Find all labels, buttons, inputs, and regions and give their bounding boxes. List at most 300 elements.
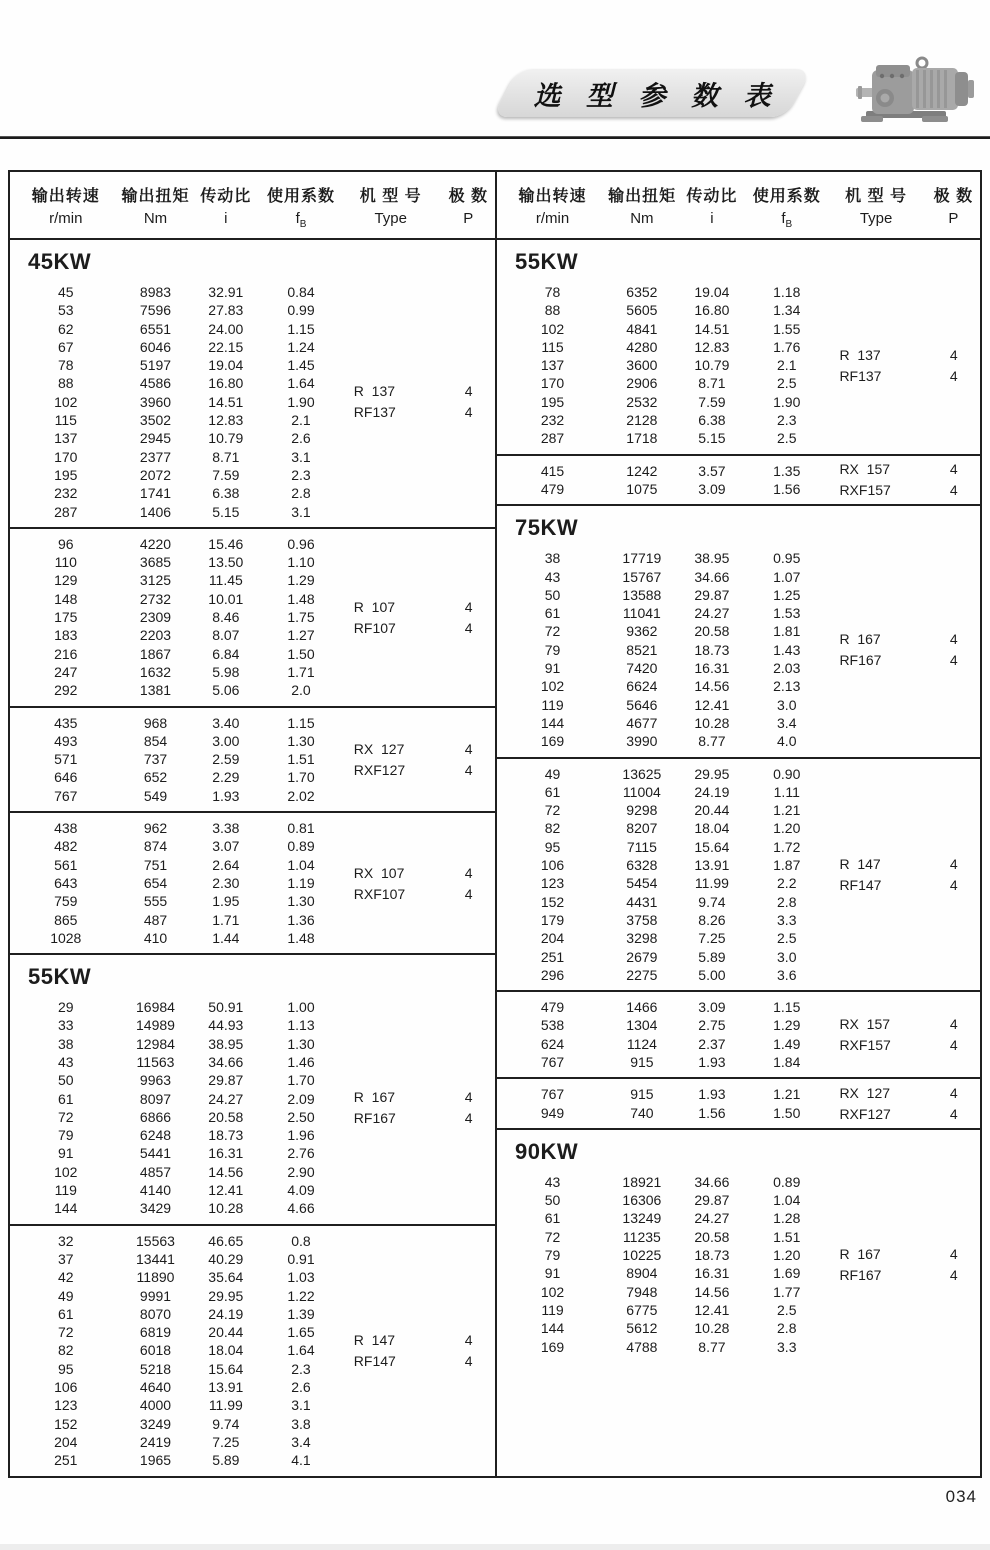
cell-value: 119 — [541, 1301, 564, 1318]
type-line — [340, 598, 495, 616]
cell-value: 7.25 — [212, 1433, 240, 1450]
cell-value: 38 — [57, 1035, 74, 1052]
header-cn-row — [10, 183, 495, 206]
cell-value: 29 — [57, 999, 74, 1016]
cell-value: 12.41 — [694, 1301, 730, 1318]
data-block — [10, 811, 495, 953]
cell-value: 61 — [544, 1210, 561, 1227]
type-value: R 147 — [353, 1332, 396, 1349]
type-value: RXF107 — [353, 885, 406, 902]
cell-value: 179 — [540, 911, 565, 928]
cell-value: 0.95 — [773, 550, 801, 567]
cell-value: 1.93 — [212, 787, 240, 804]
cell-value: 119 — [54, 1182, 77, 1199]
cell-value: 1.04 — [773, 1192, 801, 1209]
cell-value: 2275 — [626, 966, 658, 983]
cell-value: 3.57 — [698, 462, 726, 479]
type-line — [825, 1036, 980, 1054]
cell-value: 0.89 — [287, 838, 315, 855]
cell-value: 3.1 — [291, 448, 311, 465]
cell-value: 45 — [57, 284, 74, 300]
cell-value: 204 — [54, 1433, 78, 1450]
cell-value: 1.53 — [773, 605, 801, 622]
cell-value: 2.8 — [777, 1320, 797, 1337]
type-pole-group — [825, 543, 980, 756]
header-unit: i — [224, 210, 228, 227]
type-line — [340, 740, 495, 758]
pole-value: 4 — [464, 598, 473, 615]
cell-value: 6.38 — [698, 412, 726, 429]
type-line — [340, 403, 495, 421]
type-line — [340, 864, 495, 882]
pole-value: 4 — [464, 1089, 473, 1106]
cell-value: 1.04 — [287, 856, 315, 873]
data-block — [10, 277, 495, 527]
cell-value: 1867 — [139, 645, 172, 662]
cell-value: 1.48 — [287, 590, 315, 607]
cell-value: 3.09 — [698, 999, 726, 1016]
cell-value: 11041 — [622, 605, 661, 622]
header-label: 使用系数 — [266, 188, 335, 205]
pole-value: 4 — [464, 1110, 473, 1127]
cell-value: 144 — [54, 1200, 78, 1217]
cell-value: 1.70 — [287, 1072, 315, 1089]
type-line — [825, 1245, 980, 1263]
pole-value: 4 — [949, 631, 958, 648]
pole-value: 4 — [949, 461, 958, 478]
data-block — [497, 277, 980, 454]
cell-value: 6866 — [139, 1108, 172, 1125]
cell-value: 2.37 — [698, 1035, 726, 1052]
cell-value: 1.71 — [212, 911, 240, 928]
cell-value: 3.1 — [291, 503, 311, 520]
cell-value: 1.15 — [287, 320, 315, 337]
page-banner — [505, 69, 799, 117]
cell-value: 0.96 — [287, 535, 315, 552]
cell-value: 1.96 — [287, 1127, 315, 1144]
cell-value: 1.43 — [773, 641, 801, 658]
cell-value: 2.75 — [698, 1017, 726, 1034]
cell-value: 4640 — [139, 1379, 172, 1396]
cell-value: 5441 — [139, 1145, 172, 1162]
type-value: R 167 — [839, 1245, 881, 1262]
type-line — [340, 885, 495, 903]
header-label: 极 数 — [448, 188, 489, 205]
cell-value: 1406 — [139, 503, 172, 520]
header-unit-row — [10, 210, 495, 230]
cell-value: 3.1 — [291, 1397, 311, 1414]
cell-value: 20.44 — [694, 802, 730, 819]
cell-value: 1.07 — [773, 568, 801, 585]
cell-value: 296 — [540, 966, 565, 983]
cell-value: 11.99 — [694, 875, 729, 892]
cell-value: 16.80 — [208, 375, 244, 392]
cell-value: 1718 — [626, 430, 658, 447]
cell-value: 2.5 — [777, 430, 797, 447]
cell-value: 2203 — [139, 627, 172, 644]
header-unit: Type — [374, 210, 407, 227]
cell-value: 3.8 — [291, 1415, 311, 1432]
cell-value: 8.46 — [212, 609, 240, 626]
pole-value: 4 — [464, 1332, 473, 1349]
cell-value: 91 — [544, 660, 561, 677]
cell-value: 1.44 — [212, 929, 240, 946]
cell-value: 1.20 — [773, 1247, 801, 1264]
cell-value: 5.00 — [698, 966, 726, 983]
cell-value: 24.19 — [208, 1305, 244, 1322]
pole-value: 4 — [949, 482, 958, 499]
pole-value: 4 — [464, 761, 473, 778]
cell-value: 1.90 — [287, 393, 315, 410]
cell-value: 102 — [54, 393, 78, 410]
header-label: 传动比 — [686, 188, 738, 205]
cell-value: 53 — [57, 302, 74, 319]
cell-value: 5197 — [139, 357, 172, 374]
cell-value: 4677 — [626, 714, 658, 731]
cell-value: 737 — [143, 751, 168, 768]
pole-value: 4 — [949, 1016, 958, 1033]
pole-value: 4 — [949, 367, 958, 384]
cell-value: 33 — [57, 1017, 74, 1034]
cell-value: 549 — [143, 787, 168, 804]
type-value: R 167 — [353, 1089, 396, 1106]
cell-value: 72 — [57, 1108, 74, 1125]
cell-value: 4.66 — [287, 1200, 315, 1217]
type-value: RF137 — [839, 367, 882, 384]
cell-value: 751 — [143, 856, 168, 873]
cell-value: 1.15 — [287, 714, 315, 731]
cell-value: 1.11 — [773, 783, 800, 800]
type-pole-group — [340, 708, 495, 811]
cell-value: 1.51 — [287, 751, 315, 768]
cell-value: 8.77 — [698, 1338, 726, 1355]
cell-value: 78 — [544, 284, 561, 300]
cell-value: 204 — [540, 930, 565, 947]
page-number: 034 — [945, 1487, 977, 1506]
cell-value: 216 — [54, 645, 78, 662]
cell-value: 18.04 — [208, 1342, 244, 1359]
type-pole-group — [340, 529, 495, 706]
cell-value: 0.90 — [773, 765, 801, 782]
cell-value: 18.73 — [694, 641, 730, 658]
cell-value: 8.26 — [698, 911, 726, 928]
cell-value: 88 — [544, 302, 561, 319]
cell-value: 24.27 — [694, 605, 730, 622]
cell-value: 1.21 — [773, 802, 801, 819]
cell-value: 435 — [54, 714, 78, 731]
type-value: R 167 — [839, 631, 881, 648]
cell-value: 2.3 — [291, 466, 311, 483]
cell-value: 61 — [57, 1305, 74, 1322]
cell-value: 1.69 — [773, 1265, 801, 1282]
cell-value: 3.0 — [777, 696, 797, 713]
cell-value: 1741 — [139, 485, 172, 502]
cell-value: 12984 — [136, 1035, 175, 1052]
header-unit: P — [463, 210, 474, 227]
pole-value: 4 — [464, 404, 473, 421]
cell-value: 1.25 — [773, 586, 801, 603]
cell-value: 16.31 — [208, 1145, 244, 1162]
cell-value: 22.15 — [208, 338, 244, 355]
type-line — [340, 382, 495, 400]
cell-value: 2.09 — [287, 1090, 315, 1107]
cell-value: 1.51 — [773, 1228, 801, 1245]
cell-value: 1.21 — [773, 1086, 801, 1103]
cell-value: 61 — [544, 783, 561, 800]
cell-value: 152 — [54, 1415, 78, 1432]
type-line — [340, 1109, 495, 1127]
header-label: 输出转速 — [31, 188, 100, 205]
pole-value: 4 — [464, 740, 473, 757]
cell-value: 8070 — [139, 1305, 172, 1322]
cell-value: 7.25 — [698, 930, 726, 947]
cell-value: 1.03 — [287, 1269, 315, 1286]
cell-value: 2128 — [626, 412, 658, 429]
cell-value: 1.22 — [287, 1287, 315, 1304]
cell-value: 2.3 — [291, 1360, 311, 1377]
cell-value: 34.66 — [694, 1173, 730, 1190]
cell-value: 2.3 — [777, 412, 797, 429]
cell-value: 15563 — [136, 1232, 175, 1249]
pole-value: 4 — [949, 1245, 958, 1262]
data-block — [497, 990, 980, 1077]
cell-value: 1.19 — [287, 874, 315, 891]
cell-value: 137 — [540, 357, 565, 374]
cell-value: 175 — [54, 609, 78, 626]
header-label: 输出扭矩 — [121, 188, 190, 205]
header-label: 传动比 — [200, 188, 252, 205]
cell-value: 2.29 — [212, 769, 240, 786]
cell-value: 1124 — [626, 1035, 657, 1052]
cell-value: 3.3 — [777, 1338, 797, 1355]
data-block — [10, 1224, 495, 1476]
cell-value: 287 — [54, 503, 78, 520]
header-unit-row — [497, 210, 980, 230]
cell-value: 78 — [57, 357, 74, 374]
cell-value: 9298 — [626, 802, 658, 819]
data-block — [497, 454, 980, 505]
cell-value: 4220 — [139, 535, 172, 552]
cell-value: 0.89 — [773, 1173, 801, 1190]
cell-value: 5.15 — [698, 430, 726, 447]
type-pole-group — [825, 456, 980, 505]
cell-value: 2.02 — [287, 787, 315, 804]
cell-value: 2532 — [626, 393, 658, 410]
cell-value: 10.28 — [694, 1320, 730, 1337]
cell-value: 1.72 — [773, 838, 801, 855]
cell-value: 61 — [544, 605, 561, 622]
cell-value: 2377 — [139, 448, 172, 465]
cell-value: 1.49 — [773, 1035, 801, 1052]
cell-value: 8.71 — [212, 448, 240, 465]
cell-value: 102 — [540, 320, 565, 337]
cell-value: 2.8 — [777, 893, 797, 910]
data-block — [10, 527, 495, 706]
cell-value: 2906 — [626, 375, 658, 392]
cell-value: 110 — [54, 554, 77, 571]
cell-value: 479 — [540, 999, 565, 1016]
cell-value: 874 — [143, 838, 168, 855]
cell-value: 15.46 — [208, 535, 244, 552]
cell-value: 8983 — [139, 284, 172, 300]
page-title: 选 型 参 数 表 — [533, 80, 780, 111]
cell-value: 1.64 — [287, 375, 315, 392]
cell-value: 3429 — [139, 1200, 172, 1217]
type-line — [825, 367, 980, 385]
cell-value: 2.5 — [777, 930, 797, 947]
cell-value: 624 — [540, 1035, 565, 1052]
cell-value: 3.0 — [777, 948, 797, 965]
type-line — [340, 1088, 495, 1106]
cell-value: 479 — [540, 480, 565, 497]
cell-value: 10.28 — [694, 714, 730, 731]
cell-value: 37 — [57, 1250, 74, 1267]
data-block — [10, 992, 495, 1224]
cell-value: 415 — [540, 462, 565, 479]
cell-value: 0.91 — [287, 1250, 315, 1267]
cell-value: 34.66 — [208, 1053, 244, 1070]
cell-value: 646 — [54, 769, 78, 786]
cell-value: 962 — [143, 820, 168, 837]
cell-value: 0.84 — [287, 284, 315, 300]
pole-value: 4 — [464, 885, 473, 902]
cell-value: 3.3 — [777, 911, 797, 928]
cell-value: 95 — [57, 1360, 74, 1377]
cell-value: 7115 — [626, 838, 657, 855]
cell-value: 915 — [630, 1053, 654, 1070]
header-divider-rule — [0, 136, 990, 139]
cell-value: 148 — [54, 590, 78, 607]
cell-value: 12.41 — [208, 1182, 244, 1199]
type-value: RX 107 — [353, 864, 405, 881]
cell-value: 13588 — [622, 586, 662, 603]
type-value: RXF127 — [839, 1106, 891, 1123]
cell-value: 16.31 — [694, 1265, 730, 1282]
cell-value: 43 — [544, 568, 561, 585]
type-line — [340, 1331, 495, 1349]
cell-value: 91 — [57, 1145, 74, 1162]
cell-value: 10.79 — [694, 357, 730, 374]
cell-value: 19.04 — [208, 357, 244, 374]
cell-value: 91 — [544, 1265, 561, 1282]
cell-value: 144 — [540, 714, 565, 731]
cell-value: 2.8 — [291, 485, 311, 502]
type-value: RF167 — [839, 1266, 882, 1283]
cell-value: 2072 — [139, 466, 172, 483]
cell-value: 61 — [57, 1090, 74, 1107]
cell-value: 9362 — [626, 623, 658, 640]
header-unit: P — [948, 210, 959, 227]
cell-value: 29.95 — [694, 765, 730, 782]
cell-value: 6819 — [139, 1324, 172, 1341]
cell-value: 1.28 — [773, 1210, 801, 1227]
cell-value: 740 — [630, 1104, 654, 1121]
cell-value: 15767 — [622, 568, 662, 585]
cell-value: 195 — [540, 393, 565, 410]
cell-value: 1.30 — [287, 893, 315, 910]
cell-value: 654 — [143, 874, 168, 891]
cell-value: 0.99 — [287, 302, 315, 319]
cell-value: 6248 — [139, 1127, 172, 1144]
type-line — [340, 1352, 495, 1370]
cell-value: 6018 — [139, 1342, 172, 1359]
cell-value: 16.31 — [694, 660, 730, 677]
cell-value: 82 — [544, 820, 561, 837]
cell-value: 15.64 — [208, 1360, 244, 1377]
cell-value: 9.74 — [212, 1415, 240, 1432]
type-value: RF137 — [353, 404, 396, 421]
type-pole-group — [340, 992, 495, 1224]
cell-value: 79 — [544, 1247, 561, 1264]
cell-value: 1.93 — [698, 1053, 726, 1070]
cell-value: 767 — [540, 1053, 565, 1070]
pole-value: 4 — [949, 1266, 958, 1283]
cell-value: 3.09 — [698, 480, 726, 497]
cell-value: 88 — [57, 375, 74, 392]
cell-value: 2.5 — [777, 375, 797, 392]
type-value: R 107 — [353, 598, 396, 615]
cell-value: 95 — [544, 838, 561, 855]
type-value: RX 127 — [353, 740, 405, 757]
cell-value: 50 — [57, 1072, 74, 1089]
table-columns — [10, 172, 980, 1476]
cell-value: 38.95 — [208, 1035, 244, 1052]
cell-value: 170 — [54, 448, 78, 465]
cell-value: 8207 — [626, 820, 658, 837]
pole-value: 4 — [464, 864, 473, 881]
type-value: RX 157 — [839, 1016, 891, 1033]
cell-value: 0.8 — [291, 1232, 311, 1249]
cell-value: 1.00 — [287, 999, 315, 1016]
type-value: RXF127 — [353, 761, 406, 778]
cell-value: 493 — [54, 732, 78, 749]
type-line — [825, 1266, 980, 1284]
cell-value: 949 — [540, 1104, 565, 1121]
cell-value: 11.99 — [208, 1397, 243, 1414]
cell-value: 106 — [54, 1379, 78, 1396]
cell-value: 4.1 — [291, 1452, 311, 1469]
header-unit: i — [710, 210, 714, 227]
header-unit: r/min — [49, 210, 83, 227]
cell-value: 46.65 — [208, 1232, 244, 1249]
section-heading: 55KW — [10, 953, 495, 992]
data-block — [497, 757, 980, 991]
cell-value: 3.07 — [212, 838, 240, 855]
cell-value: 1.70 — [287, 769, 315, 786]
cell-value: 18.04 — [694, 820, 730, 837]
cell-value: 144 — [540, 1320, 565, 1337]
cell-value: 2.76 — [287, 1145, 315, 1162]
cell-value: 1.48 — [287, 929, 315, 946]
cell-value: 2.1 — [291, 412, 311, 429]
type-line — [825, 651, 980, 669]
cell-value: 652 — [143, 769, 168, 786]
cell-value: 854 — [143, 732, 168, 749]
cell-value: 3758 — [626, 911, 658, 928]
data-block — [497, 543, 980, 756]
cell-value: 482 — [54, 838, 78, 855]
cell-value: 292 — [54, 682, 78, 699]
type-pole-group — [340, 277, 495, 527]
cell-value: 3.00 — [212, 732, 240, 749]
cell-value: 3.4 — [777, 714, 797, 731]
cell-value: 29.95 — [208, 1287, 244, 1304]
header-unit: Type — [859, 210, 893, 227]
cell-value: 232 — [54, 485, 78, 502]
cell-value: 1.18 — [773, 284, 801, 300]
cell-value: 1.65 — [287, 1324, 315, 1341]
cell-value: 1466 — [626, 999, 658, 1016]
